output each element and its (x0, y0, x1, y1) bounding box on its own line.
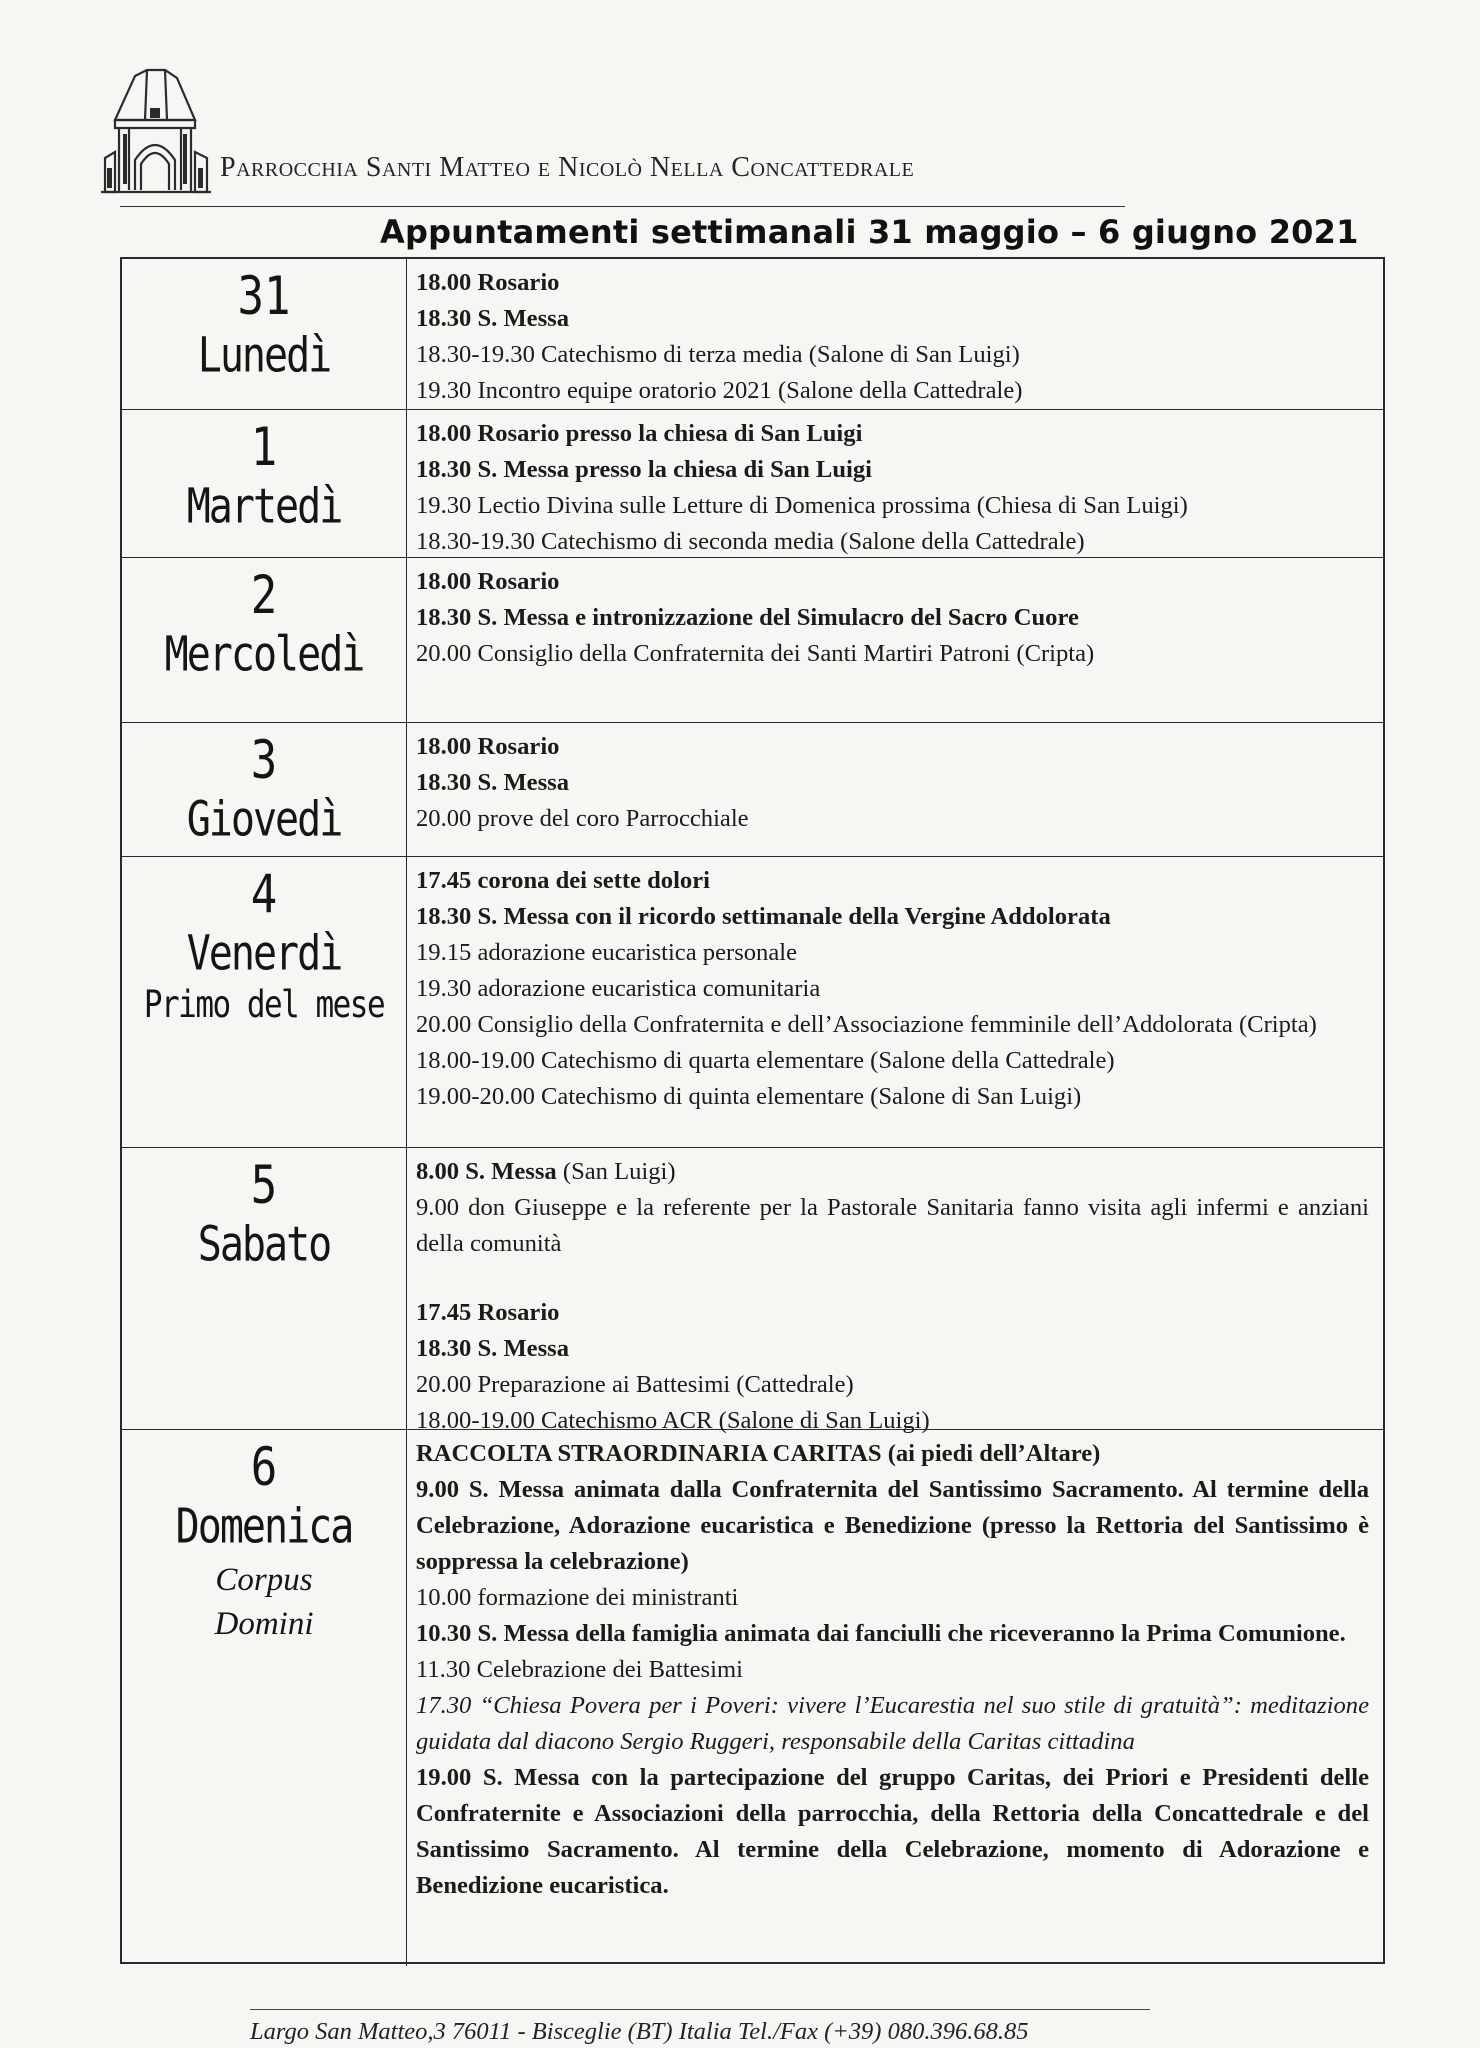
day-cell (122, 1430, 407, 1966)
events-list (416, 1154, 1369, 1439)
day-row-lunedi (122, 259, 1383, 410)
day-row-venerdi (122, 857, 1383, 1148)
event-item: 19.15 adorazione eucaristica personale (416, 939, 798, 966)
event-item: 20.00 Consiglio della Confraternita e dell’Associazione femminile dell’Addolorata (Cripta) (416, 1011, 1317, 1038)
event-item: 17.45 corona dei sette dolori (416, 867, 710, 894)
footer-divider (250, 2009, 1150, 2010)
day-cell (122, 259, 407, 409)
event-item: 11.30 Celebrazione dei Battesimi (416, 1656, 743, 1683)
event-item: 10.30 S. Messa della famiglia animata dai fanciulli che riceveranno la Prima Comunione. (416, 1620, 1346, 1647)
event-item: 18.00 Rosario (416, 568, 560, 595)
page-title: Appuntamenti settimanali 31 maggio – 6 giugno 2021 (380, 213, 1359, 251)
day-note: Primo del mese (143, 983, 385, 1027)
day-number: 6 (250, 1436, 278, 1498)
event-item: 20.00 prove del coro Parrocchiale (416, 805, 749, 832)
day-cell (122, 857, 407, 1147)
event-item: 17.45 Rosario (416, 1299, 560, 1326)
event-item: 18.00 Rosario presso la chiesa di San Luigi (416, 420, 863, 447)
day-row-mercoledi (122, 558, 1383, 723)
events-list (416, 729, 1369, 837)
event-item: 19.30 Lectio Divina sulle Letture di Domenica prossima (Chiesa di San Luigi) (416, 492, 1188, 519)
day-cell (122, 1148, 407, 1429)
event-item: 20.00 Preparazione ai Battesimi (Cattedrale) (416, 1371, 854, 1398)
feast-name: Corpus (215, 1562, 313, 1598)
day-number: 2 (250, 564, 278, 626)
day-name: Martedì (186, 479, 342, 535)
event-item: 19.30 Incontro equipe oratorio 2021 (Salone della Cattedrale) (416, 377, 1023, 404)
event-item: 19.00-20.00 Catechismo di quinta elementare (Salone di San Luigi) (416, 1083, 1082, 1110)
day-name: Domenica (175, 1499, 353, 1555)
church-logo-icon (95, 68, 215, 196)
event-item: 18.00 Rosario (416, 269, 560, 296)
day-name: Mercoledì (164, 627, 364, 683)
events-list (416, 863, 1369, 1115)
day-number: 3 (250, 729, 278, 791)
event-item: 18.00-19.00 Catechismo di quarta elementare (Salone della Cattedrale) (416, 1047, 1115, 1074)
day-row-domenica (122, 1430, 1383, 1966)
spacer (416, 1262, 1369, 1295)
event-item: 9.00 don Giuseppe e la referente per la Pastorale Sanitaria fanno visita agli infermi e anziani della comunità (416, 1194, 1369, 1257)
day-cell (122, 410, 407, 557)
day-name: Sabato (197, 1217, 331, 1273)
event-item: 10.00 formazione dei ministranti (416, 1584, 739, 1611)
event-item: 20.00 Consiglio della Confraternita dei Santi Martiri Patroni (Cripta) (416, 640, 1095, 667)
event-item: 18.30 S. Messa (416, 769, 570, 796)
events-list (416, 1436, 1369, 1904)
event-item (416, 1154, 1369, 1190)
day-name: Lunedì (197, 328, 331, 384)
day-cell (122, 558, 407, 722)
schedule-table (120, 257, 1385, 1964)
day-number: 1 (250, 416, 278, 478)
events-list (416, 416, 1369, 560)
event-item: 17.30 “Chiesa Povera per i Poveri: vivere l’Eucarestia nel suo stile di gratuità”: meditazione guidata dal diacono Sergio Ruggeri, responsabile della Caritas cittadina (416, 1692, 1369, 1755)
event-item: 18.30 S. Messa con il ricordo settimanale della Vergine Addolorata (416, 903, 1111, 930)
parish-name: Parrocchia Santi Matteo e Nicolò Nella Concattedrale (220, 152, 915, 183)
day-number: 31 (237, 265, 291, 327)
event-location: (San Luigi) (556, 1158, 676, 1185)
feast-name: Domini (214, 1606, 314, 1642)
event-item: 18.00-19.00 Catechismo ACR (Salone di San Luigi) (416, 1407, 930, 1434)
day-row-martedi (122, 410, 1383, 558)
events-list (416, 564, 1369, 672)
day-row-giovedi (122, 723, 1383, 857)
header-divider (120, 206, 1125, 207)
event-item: 9.00 S. Messa animata dalla Confraternita del Santissimo Sacramento. Al termine della Celebrazione, Adorazione eucaristica e Benedizione (presso la Rettoria del Santissimo è soppressa la celebrazione) (416, 1476, 1369, 1575)
event-item: 18.30 S. Messa (416, 305, 570, 332)
event-item: RACCOLTA STRAORDINARIA CARITAS (ai piedi dell’Altare) (416, 1440, 1101, 1467)
day-cell (122, 723, 407, 856)
day-name: Venerdì (186, 926, 342, 982)
event-item: 18.30-19.30 Catechismo di seconda media (Salone della Cattedrale) (416, 528, 1085, 555)
event-item: 19.00 S. Messa con la partecipazione del gruppo Caritas, dei Priori e Presidenti delle Confraternite e Associazioni della parrocchia, della Rettoria della Concattedrale e del Santissimo Sacramento. Al termine della Celebrazione, momento di Adorazione e Benedizione eucaristica. (416, 1764, 1369, 1899)
event-item: 18.30 S. Messa e intronizzazione del Simulacro del Sacro Cuore (416, 604, 1079, 631)
page-header (95, 60, 1395, 200)
footer-address: Largo San Matteo,3 76011 - Bisceglie (BT) Italia Tel./Fax (+39) 080.396.68.85 (250, 2018, 1029, 2045)
event-item: 18.30-19.30 Catechismo di terza media (Salone di San Luigi) (416, 341, 1020, 368)
day-number: 4 (250, 863, 278, 925)
event-item: 18.00 Rosario (416, 733, 560, 760)
event-time-bold: 8.00 S. Messa (416, 1158, 557, 1185)
events-list (416, 265, 1369, 409)
day-row-sabato (122, 1148, 1383, 1434)
day-number: 5 (250, 1154, 278, 1216)
event-item: 18.30 S. Messa (416, 1335, 570, 1362)
day-name: Giovedì (186, 792, 342, 848)
event-item: 18.30 S. Messa presso la chiesa di San Luigi (416, 456, 872, 483)
event-item: 19.30 adorazione eucaristica comunitaria (416, 975, 821, 1002)
